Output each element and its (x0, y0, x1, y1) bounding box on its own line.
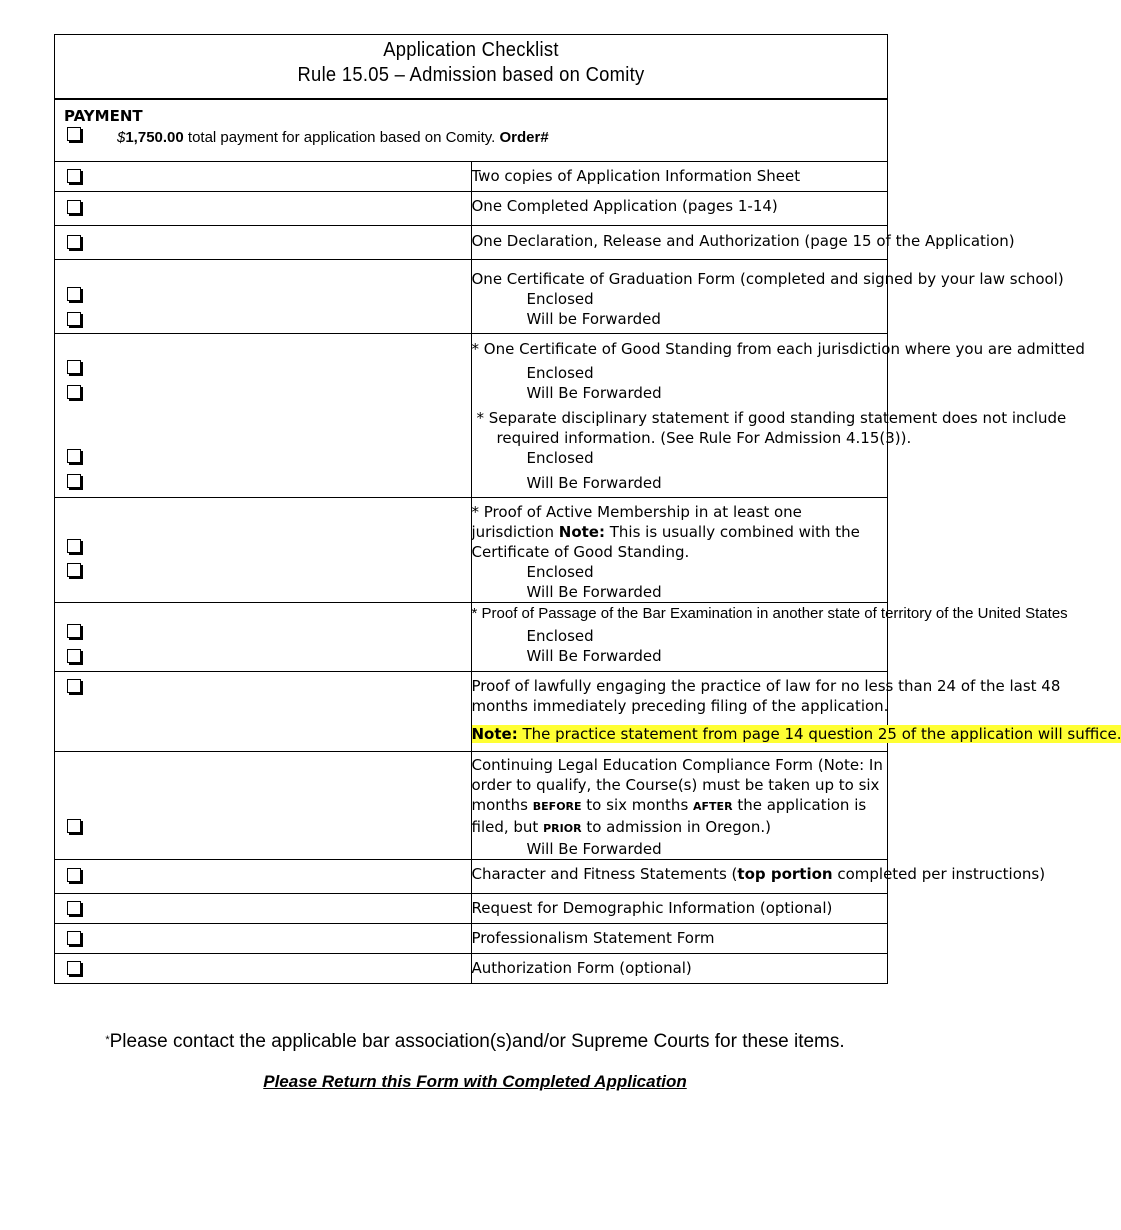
character-label (471, 864, 1046, 884)
page-subtitle: Rule 15.05 – Admission based on Comity (297, 64, 645, 86)
disciplinary-forwarded-label: Will Be Forwarded (526, 474, 662, 492)
demographic-label: Request for Demographic Information (optional) (471, 899, 833, 917)
payment-cell (55, 100, 888, 162)
graduation-enclosed-checkbox[interactable] (67, 287, 81, 301)
table-row (55, 672, 888, 752)
table-row (55, 860, 888, 894)
good-standing-enclosed-checkbox[interactable] (67, 360, 81, 374)
cle-label (472, 755, 888, 839)
declaration-checkbox[interactable] (67, 235, 81, 249)
table-row (55, 334, 888, 498)
application-checkbox[interactable] (67, 200, 81, 214)
text-cell (471, 894, 888, 924)
good-standing-forwarded-checkbox[interactable] (67, 385, 81, 399)
text-cell (471, 192, 888, 226)
good-standing-label: * One Certificate of Good Standing from each jurisdiction where you are admitted (471, 340, 1085, 358)
character-text-pre: Character and Fitness Statements ( (471, 865, 738, 883)
table-row (55, 226, 888, 260)
payment-row (55, 100, 888, 162)
cle-prior: PRIOR (543, 822, 582, 835)
payment-text: total payment for application based on Comity. (183, 129, 500, 146)
character-text-post: completed per instructions) (832, 865, 1046, 883)
active-membership-text-b: This is usually combined with the Certificate of Good Standing. (471, 523, 860, 561)
info-sheet-checkbox[interactable] (67, 169, 81, 183)
box-cell (55, 672, 472, 752)
active-membership-label (472, 502, 888, 562)
text-cell (471, 752, 888, 860)
disciplinary-forwarded-checkbox[interactable] (67, 474, 81, 488)
disciplinary-label-line2: required information. (See Rule For Admission 4.15(3)). (496, 429, 912, 447)
box-cell (55, 192, 472, 226)
payment-amount: 1,750 (125, 129, 163, 146)
info-sheet-label: Two copies of Application Information Sheet (471, 167, 801, 185)
payment-order-label: Order# (499, 129, 549, 146)
page-title: Application Checklist (383, 39, 559, 61)
payment-line (117, 129, 549, 146)
cle-text-1: Continuing Legal Education Compliance Form (Note: In order to qualify, the Course(s) must be taken up to six months (471, 756, 883, 814)
good-standing-forwarded-label: Will Be Forwarded (526, 384, 662, 402)
footer-note-text: Please contact the applicable bar association(s)and/or Supreme Courts for these items. (109, 1031, 845, 1052)
box-cell (55, 954, 472, 984)
practice-note-text: The practice statement from page 14 question 25 of the application will suffice. (517, 725, 1121, 743)
graduation-label: One Certificate of Graduation Form (completed and signed by your law school) (471, 270, 1064, 288)
bar-exam-forwarded-checkbox[interactable] (67, 649, 81, 663)
authorization-label: Authorization Form (optional) (471, 959, 692, 977)
graduation-forwarded-label: Will be Forwarded (526, 310, 661, 328)
character-checkbox[interactable] (67, 868, 81, 882)
practice-note (471, 724, 1121, 744)
active-membership-enclosed-label: Enclosed (526, 563, 594, 581)
active-membership-forwarded-label: Will Be Forwarded (526, 583, 662, 601)
checklist-table (54, 99, 1121, 984)
box-cell (55, 334, 472, 498)
payment-checkbox[interactable] (67, 127, 81, 141)
active-membership-enclosed-checkbox[interactable] (67, 539, 81, 553)
practice-checkbox[interactable] (67, 679, 81, 693)
practice-line1: Proof of lawfully engaging the practice of law for no less than 24 of the last 48 (471, 677, 1061, 695)
box-cell (55, 498, 472, 603)
box-cell (55, 894, 472, 924)
table-row (55, 192, 888, 226)
table-row (55, 954, 888, 984)
box-cell (55, 260, 472, 334)
professionalism-label: Professionalism Statement Form (471, 929, 715, 947)
text-cell (471, 954, 888, 984)
table-row (55, 260, 888, 334)
graduation-forwarded-checkbox[interactable] (67, 312, 81, 326)
title-box (54, 34, 888, 100)
text-cell (471, 860, 1046, 894)
bar-exam-enclosed-label: Enclosed (526, 627, 594, 645)
active-membership-text-a: * Proof of Active Membership in at least one jurisdiction (471, 503, 802, 541)
box-cell (55, 226, 472, 260)
bar-exam-label: * Proof of Passage of the Bar Examination in another state of territory of the United States (471, 605, 1068, 622)
table-row (55, 752, 888, 860)
cle-text-3: the application is filed, but (471, 796, 867, 836)
text-cell (471, 672, 1121, 752)
disciplinary-label-line1: * Separate disciplinary statement if good standing statement does not include (476, 409, 1067, 427)
application-label: One Completed Application (pages 1-14) (471, 197, 778, 215)
text-cell (471, 226, 1015, 260)
good-standing-enclosed-label: Enclosed (526, 364, 594, 382)
footer-star: * (105, 1034, 110, 1046)
disciplinary-enclosed-label: Enclosed (526, 449, 594, 467)
practice-note-label: Note: (471, 725, 518, 743)
declaration-label: One Declaration, Release and Authorization (page 15 of the Application) (471, 232, 1015, 250)
cle-before: BEFORE (532, 800, 582, 813)
graduation-enclosed-label: Enclosed (526, 290, 594, 308)
text-cell (471, 498, 888, 603)
cle-forwarded-label: Will Be Forwarded (526, 840, 662, 858)
table-row (55, 924, 888, 954)
bar-exam-forwarded-label: Will Be Forwarded (526, 647, 662, 665)
text-cell (471, 162, 888, 192)
payment-heading: PAYMENT (64, 107, 143, 125)
table-row (55, 603, 888, 672)
authorization-checkbox[interactable] (67, 961, 81, 975)
cle-after: AFTER (693, 800, 733, 813)
text-cell (471, 603, 1068, 672)
demographic-checkbox[interactable] (67, 901, 81, 915)
text-cell (471, 334, 1085, 498)
active-membership-note-label: Note: (558, 523, 605, 541)
disciplinary-enclosed-checkbox[interactable] (67, 449, 81, 463)
character-text-bold: top portion (737, 865, 833, 883)
professionalism-checkbox[interactable] (67, 931, 81, 945)
cle-checkbox[interactable] (67, 819, 81, 833)
box-cell (55, 860, 472, 894)
text-cell (471, 924, 888, 954)
active-membership-forwarded-checkbox[interactable] (67, 563, 81, 577)
table-row (55, 162, 888, 192)
footer-return-instruction: Please Return this Form with Completed Application (263, 1072, 687, 1091)
payment-currency: $ (117, 129, 126, 146)
payment-cents: .00 (162, 129, 184, 146)
table-row (55, 894, 888, 924)
cle-text-4: to admission in Oregon.) (581, 818, 772, 836)
box-cell (55, 752, 472, 860)
box-cell (55, 924, 472, 954)
bar-exam-enclosed-checkbox[interactable] (67, 624, 81, 638)
table-row (55, 498, 888, 603)
practice-line2: months immediately preceding filing of the application. (471, 697, 889, 715)
box-cell (55, 162, 472, 192)
text-cell (471, 260, 1064, 334)
cle-text-2: to six months (581, 796, 694, 814)
box-cell (55, 603, 472, 672)
footer-note (0, 1031, 950, 1053)
